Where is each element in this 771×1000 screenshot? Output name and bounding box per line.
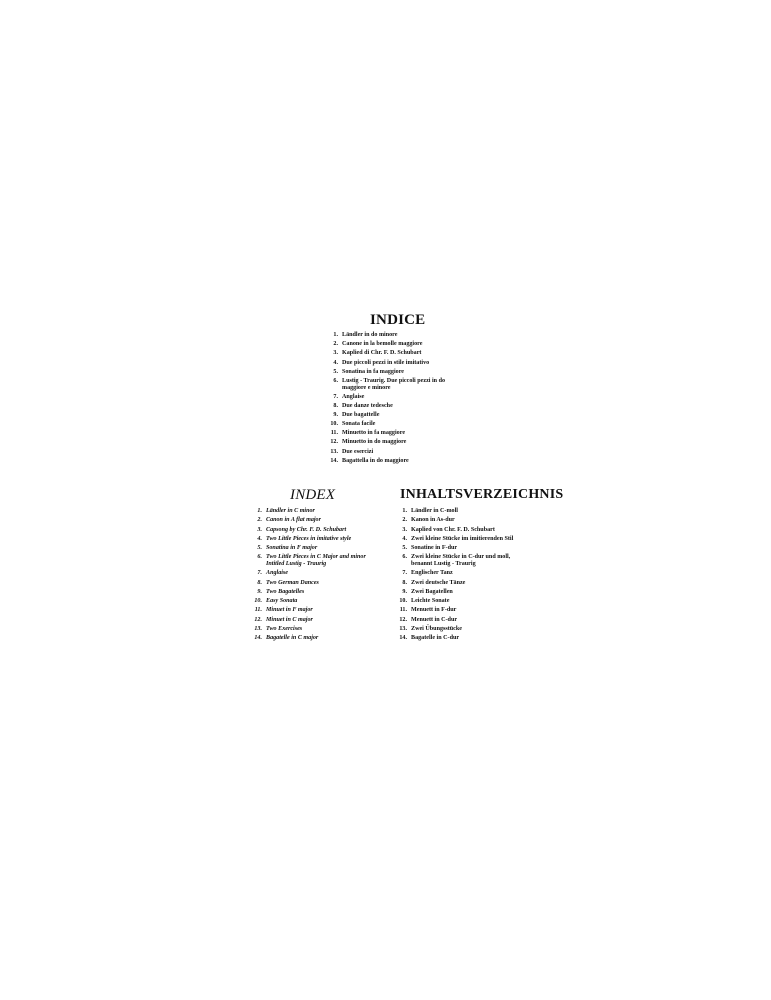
list-item bbox=[250, 607, 366, 616]
item-number: 14. bbox=[399, 635, 407, 642]
item-number: 3. bbox=[257, 526, 262, 533]
list-item bbox=[395, 589, 513, 598]
item-number: 11. bbox=[330, 430, 338, 437]
item-title: Zwei Bagatellen bbox=[411, 588, 453, 595]
list-item bbox=[326, 360, 445, 369]
item-title: Sonata facile bbox=[342, 421, 376, 428]
item-number: 12. bbox=[399, 616, 407, 623]
item-number: 12. bbox=[330, 439, 338, 446]
list-item bbox=[250, 589, 366, 598]
item-title: Sonatine in F-dur bbox=[411, 545, 458, 552]
list-item bbox=[395, 536, 513, 545]
list-item bbox=[250, 527, 366, 536]
item-number: 4. bbox=[333, 359, 338, 366]
item-number: 12. bbox=[254, 616, 262, 623]
list-item bbox=[395, 517, 513, 526]
item-number: 3. bbox=[333, 350, 338, 357]
item-title: Due esercizi bbox=[342, 448, 374, 455]
list-item bbox=[250, 517, 366, 526]
item-title: Leichte Sonate bbox=[411, 598, 450, 605]
item-title: Minuetto in do maggiore bbox=[342, 439, 407, 446]
item-title: Menuett in C-dur bbox=[411, 616, 458, 623]
list-item bbox=[395, 626, 513, 635]
item-number: 2. bbox=[333, 341, 338, 348]
item-title: Zwei kleine Stücke im imitierenden Stil bbox=[411, 535, 514, 542]
item-number: 3. bbox=[402, 526, 407, 533]
item-number: 9. bbox=[402, 588, 407, 595]
item-number: 7. bbox=[257, 570, 262, 577]
list-item bbox=[395, 598, 513, 607]
item-title: Two Bagatelles bbox=[266, 588, 305, 595]
item-title: Anglaise bbox=[342, 393, 365, 400]
item-number: 1. bbox=[333, 332, 338, 338]
item-number: 8. bbox=[333, 402, 338, 409]
item-title: Kanon in As-dur bbox=[411, 517, 455, 524]
item-number: 11. bbox=[254, 607, 262, 614]
item-title: Due bagattelle bbox=[342, 411, 380, 418]
item-number: 10. bbox=[330, 421, 338, 428]
item-number: 6. bbox=[257, 554, 262, 561]
item-number: 10. bbox=[399, 598, 407, 605]
item-title: Menuett in F-dur bbox=[411, 607, 457, 614]
list-item bbox=[395, 617, 513, 626]
item-number: 13. bbox=[399, 626, 407, 633]
item-title: Sonatina in fa maggiore bbox=[342, 368, 405, 375]
list-item bbox=[326, 378, 445, 394]
item-number: 14. bbox=[254, 635, 262, 642]
item-title: Ländler in C-moll bbox=[411, 508, 458, 514]
item-number: 5. bbox=[333, 368, 338, 375]
item-title: Lustig - Traurig. Due piccoli pezzi in do maggiore e minore bbox=[342, 377, 446, 391]
list-item bbox=[250, 617, 366, 626]
item-title: Bagatelle in C major bbox=[266, 635, 319, 642]
list-item bbox=[250, 554, 366, 570]
list-item bbox=[326, 350, 445, 359]
item-number: 1. bbox=[257, 508, 262, 514]
item-title: Two Little Pieces in imitative style bbox=[266, 535, 352, 542]
item-number: 6. bbox=[402, 554, 407, 561]
item-title: Minuet in F major bbox=[266, 607, 313, 614]
item-title: Sonatina in F major bbox=[266, 545, 318, 552]
item-number: 2. bbox=[402, 517, 407, 524]
item-number: 6. bbox=[333, 377, 338, 384]
item-number: 13. bbox=[254, 626, 262, 633]
list-item bbox=[326, 421, 445, 430]
inhaltsverzeichnis-heading: INHALTSVERZEICHNIS bbox=[400, 487, 564, 502]
item-number: 10. bbox=[254, 598, 262, 605]
index-list bbox=[250, 508, 366, 645]
item-number: 9. bbox=[257, 588, 262, 595]
indice-heading: INDICE bbox=[370, 312, 426, 328]
list-item bbox=[395, 635, 513, 644]
item-number: 13. bbox=[330, 448, 338, 455]
item-title: Minuetto in fa maggiore bbox=[342, 430, 406, 437]
item-title: Anglaise bbox=[266, 570, 289, 577]
list-item bbox=[395, 554, 513, 570]
item-title: Ländler in C minor bbox=[266, 508, 315, 514]
list-item bbox=[250, 570, 366, 579]
list-item bbox=[326, 430, 445, 439]
list-item bbox=[326, 439, 445, 448]
list-item bbox=[326, 394, 445, 403]
list-item bbox=[395, 607, 513, 616]
list-item bbox=[395, 580, 513, 589]
item-number: 11. bbox=[399, 607, 407, 614]
item-title: Englischer Tanz bbox=[411, 570, 453, 577]
list-item bbox=[250, 626, 366, 635]
list-item bbox=[326, 412, 445, 421]
list-item bbox=[326, 458, 445, 467]
item-title: Zwei Übungsstücke bbox=[411, 626, 462, 633]
list-item bbox=[395, 527, 513, 536]
list-item bbox=[326, 332, 445, 341]
item-title: Bagattella in do maggiore bbox=[342, 457, 409, 464]
inhaltsverzeichnis-list bbox=[395, 508, 513, 645]
item-number: 5. bbox=[402, 545, 407, 552]
list-item bbox=[326, 341, 445, 350]
item-title: Ländler in do minore bbox=[342, 332, 398, 338]
item-title: Bagatelle in C-dur bbox=[411, 635, 460, 642]
item-number: 9. bbox=[333, 411, 338, 418]
list-item bbox=[250, 536, 366, 545]
item-number: 7. bbox=[333, 393, 338, 400]
list-item bbox=[395, 508, 513, 517]
item-title: Two German Dances bbox=[266, 579, 319, 586]
item-number: 8. bbox=[402, 579, 407, 586]
item-title: Easy Sonata bbox=[266, 598, 298, 605]
list-item bbox=[326, 403, 445, 412]
item-number: 4. bbox=[402, 535, 407, 542]
item-title: Two Little Pieces in C Major and minor Intitled Lustig - Traurig bbox=[266, 554, 366, 568]
item-title: Due piccoli pezzi in stile imitativo bbox=[342, 359, 430, 366]
item-title: Two Exercises bbox=[266, 626, 303, 633]
index-heading: INDEX bbox=[290, 487, 336, 503]
item-number: 2. bbox=[257, 517, 262, 524]
item-number: 5. bbox=[257, 545, 262, 552]
list-item bbox=[326, 449, 445, 458]
item-number: 1. bbox=[402, 508, 407, 514]
list-item bbox=[326, 369, 445, 378]
list-item bbox=[250, 508, 366, 517]
item-title: Minuet in C major bbox=[266, 616, 313, 623]
item-title: Capsong by Chr. F. D. Schubart bbox=[266, 526, 347, 533]
item-title: Canon in A flat major bbox=[266, 517, 321, 524]
list-item bbox=[250, 580, 366, 589]
item-title: Kaplied di Chr. F. D. Schubart bbox=[342, 350, 422, 357]
item-number: 8. bbox=[257, 579, 262, 586]
item-number: 14. bbox=[330, 457, 338, 464]
list-item bbox=[250, 635, 366, 644]
item-title: Kaplied von Chr. F. D. Schubart bbox=[411, 526, 495, 533]
indice-list bbox=[326, 332, 445, 467]
item-title: Zwei deutsche Tänze bbox=[411, 579, 466, 586]
list-item bbox=[395, 570, 513, 579]
item-title: Due danze tedesche bbox=[342, 402, 393, 409]
item-title: Zwei kleine Stücke in C-dur und moll, benannt Lustig - Traurig bbox=[411, 554, 511, 568]
list-item bbox=[250, 598, 366, 607]
item-number: 4. bbox=[257, 535, 262, 542]
list-item bbox=[250, 545, 366, 554]
item-number: 7. bbox=[402, 570, 407, 577]
list-item bbox=[395, 545, 513, 554]
item-title: Canone in la bemolle maggiore bbox=[342, 341, 423, 348]
